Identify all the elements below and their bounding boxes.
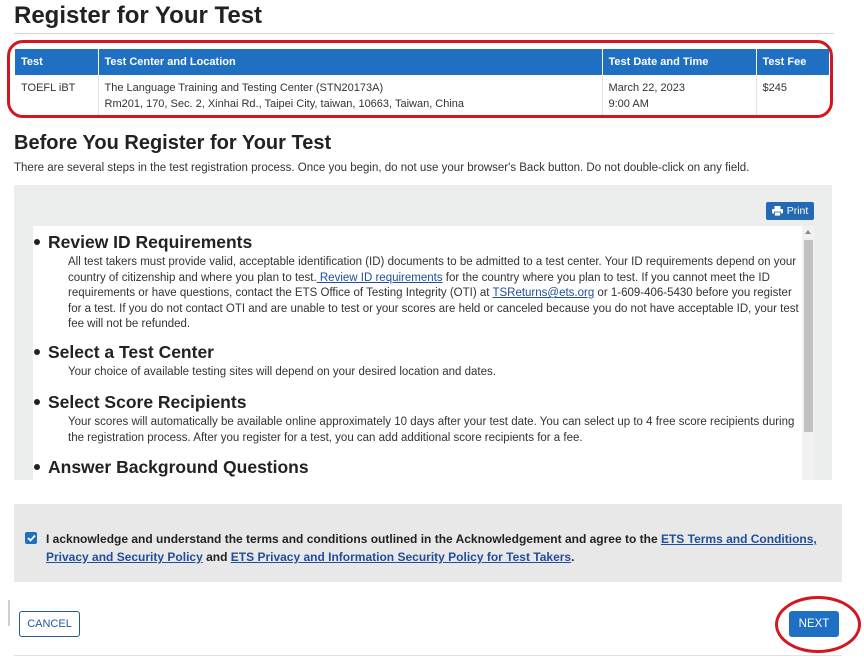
bullet-icon xyxy=(34,399,40,405)
bullet-icon xyxy=(34,464,40,470)
step-review-id xyxy=(33,232,802,333)
table-row xyxy=(15,75,829,115)
page-title: Register for Your Test xyxy=(14,2,263,29)
printer-icon xyxy=(772,206,783,216)
test-center-address: Rm201, 170, Sec. 2, Xinhai Rd., Taipei City, taiwan, 10663, Taiwan, China xyxy=(104,98,465,110)
step-heading: Select a Test Center xyxy=(33,342,802,363)
steps-scroll-area[interactable] xyxy=(33,226,802,480)
column-header-center: Test Center and Location xyxy=(98,49,602,75)
step-body: Your choice of available testing sites will depend on your desired location and dates. xyxy=(68,366,496,378)
print-button[interactable] xyxy=(766,202,814,220)
column-header-test: Test xyxy=(15,49,98,75)
step-heading: Review ID Requirements xyxy=(33,232,802,253)
next-button[interactable]: NEXT xyxy=(789,611,839,637)
ets-privacy-policy-link[interactable]: ETS Privacy and Information Security Policy for Test Takers xyxy=(230,550,572,564)
tsreturns-email-link[interactable]: TSReturns@ets.org xyxy=(492,287,595,299)
acknowledgement-checkbox[interactable] xyxy=(25,532,37,544)
test-date: March 22, 2023 xyxy=(608,82,685,94)
side-divider xyxy=(8,600,10,626)
print-label: Print xyxy=(786,205,809,217)
bullet-icon xyxy=(34,239,40,245)
review-id-requirements-link[interactable]: Review ID requirements xyxy=(316,271,443,284)
checkmark-icon xyxy=(27,534,36,542)
step-heading: Answer Background Questions xyxy=(33,457,309,478)
registration-table xyxy=(15,49,829,115)
scroll-up-icon[interactable] xyxy=(805,230,811,234)
bottom-divider xyxy=(14,655,842,656)
test-center-cell xyxy=(98,75,602,115)
step-score-recipients xyxy=(33,392,802,446)
scrollbar-thumb[interactable] xyxy=(804,240,813,432)
test-fee-cell: $245 xyxy=(762,82,787,94)
acknowledgement-text: I acknowledge and understand the terms and conditions outlined in the Acknowledgement and agree to the ETS Terms and Conditions, Privacy and Security Policy and ETS Privacy and Information Security Policy for Test Takers. xyxy=(46,532,817,564)
title-divider xyxy=(14,33,834,34)
step-background-questions xyxy=(33,457,309,478)
intro-text: There are several steps in the test registration process. Once you begin, do not use your browser's Back button. Do not double-click on any field. xyxy=(14,162,750,174)
step-select-center xyxy=(33,342,802,381)
test-date-cell xyxy=(602,75,756,115)
test-time: 9:00 AM xyxy=(608,98,649,110)
test-center-name: The Language Training and Testing Center (STN20173A) xyxy=(104,82,384,94)
step-heading: Select Score Recipients xyxy=(33,392,802,413)
test-name-cell: TOEFL iBT xyxy=(15,75,98,115)
bullet-icon xyxy=(34,349,40,355)
section-title: Before You Register for Your Test xyxy=(14,132,332,154)
ets-terms-link[interactable]: ETS Terms and Conditions, Privacy and Security Policy xyxy=(46,532,817,564)
step-body: All test takers must provide valid, acceptable identification (ID) documents to be admitted to a test center. Your ID requirements depend on your country of citizenship and where you plan to test. Review ID requirements for the country where you plan to test. If you cannot meet the ID requirements or have questions, contact the ETS Office of Testing Integrity (OTI) at TSReturns@ets.org or 1-609-406-5430 before you register for a test. If you do not contact OTI and are unable to test or your scores are held or canceled because you do not have acceptable ID, your test fee will not be refunded. xyxy=(68,256,799,330)
cancel-button[interactable]: CANCEL xyxy=(19,611,80,637)
column-header-date: Test Date and Time xyxy=(602,49,756,75)
column-header-fee: Test Fee xyxy=(756,49,829,75)
step-body: Your scores will automatically be available online approximately 10 days after your test date. You can select up to 4 free score recipients during the registration process. After you register for a test, you can add additional score recipients for a fee. xyxy=(68,416,795,444)
